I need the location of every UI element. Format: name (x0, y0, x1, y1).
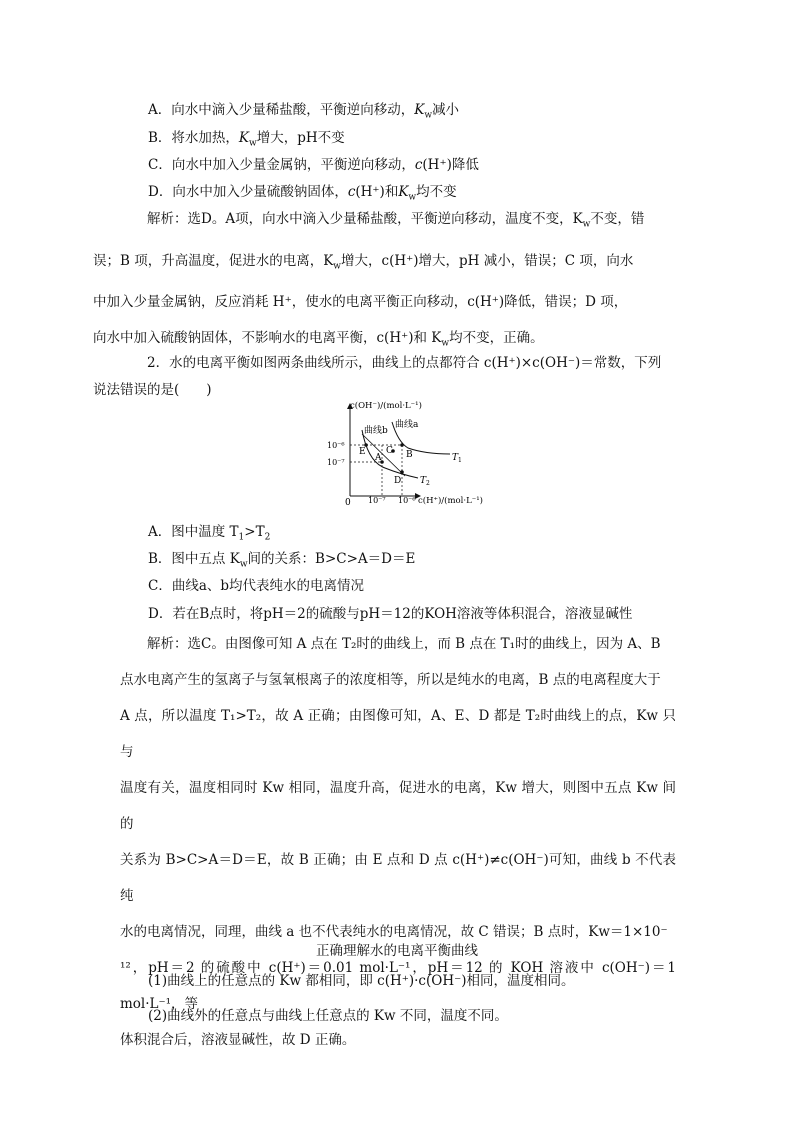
y-tick-label: 10⁻⁶ (327, 441, 345, 450)
q1-option-c: C．向水中加入少量金属钠，平衡逆向移动，c(H⁺)降低 (148, 157, 479, 173)
point-label-a: A (375, 453, 382, 463)
q1-analysis: 解析：选D。A项，向水中滴入少量稀盐酸，平衡逆向移动，温度不变，$K_w$不变，错 误；B 项，升高温度，促进水的电离，$K_w$增大，c(H⁺)增大，pH 减小，错误；C 项，向水 中加入少量金属钠，反应消耗 H⁺，使水的电离平衡正向移动，c(H⁺)降低，错误；D 项， 向水中加入硫酸钠固体，不影响水的电离平衡，c(H⁺)和 $K_w$均不变，正确。 (93, 211, 645, 350)
q2-option-c: C．曲线a、b均代表纯水的电离情况 (148, 578, 365, 594)
point-label-b: B (406, 450, 413, 460)
q2-stem: 2．水的电离平衡如图两条曲线所示，曲线上的点都符合 c(H⁺)×c(OH⁻)＝常数，下列 说法错误的是( ) (93, 355, 662, 398)
q2-analysis: 解析：选C。由图像可知 A 点在 T₂时的曲线上，而 B 点在 T₁时的曲线上，因为 A、B 点水电离产生的氢离子与氢氧根离子的浓度相等，所以是纯水的电离，B 点的电离程度大于 A 点，所以温度 T₁>T₂，故 A 正确；由图像可知，A、E、D 都是 T₂时曲线上的点，Kw 只与 温度有关，温度相同时 Kw 相同，温度升高，促进水的电离，Kw 增大，则图中五点 Kw 间的 关系为 B>C>A＝D＝E，故 B 正确；由 E 点和 D 点 c(H⁺)≠c(OH⁻)可知，曲线 b 不代表纯 水的电离情况，同理，曲线 a 也不代表纯水的电离情况，故 C 错误；B 点时，Kw＝1×10⁻ ¹²，pH＝2 的硫酸中 c(H⁺)＝0.01 mol·L⁻¹，pH＝12 的 KOH 溶液中 c(OH⁻)＝1 mol·L⁻¹，等 体积混合后，溶液显碱性，故 D 正确。 (120, 636, 676, 1048)
point-d (400, 470, 404, 474)
ionization-curve-chart (300, 396, 500, 512)
x-tick-label: 10⁻⁷ (368, 496, 386, 505)
summary-heading: 正确理解水的电离平衡曲线 (316, 943, 478, 959)
q1-option-b: B．将水加热，$K_w$增大，pH不变 (148, 130, 345, 149)
temp-label-t2: $T_2$ (420, 476, 430, 487)
diagonal-line (362, 434, 405, 476)
x-tick-label: 10⁻⁶ (398, 496, 416, 505)
q2-option-a: A．图中温度 $T_1>T_2$ (148, 524, 271, 543)
point-label-c: C (386, 446, 393, 456)
summary-point-2: (2)曲线外的任意点与曲线上任意点的 Kw 不同，温度不同。 (148, 1008, 508, 1024)
x-axis-label: c(H⁺)/(mol·L⁻¹) (418, 496, 483, 506)
y-tick-label: 10⁻⁷ (327, 458, 345, 467)
curve-label-b: 曲线b (364, 426, 388, 436)
point-label-e: E (359, 447, 366, 457)
curve-label-a: 曲线a (395, 420, 419, 430)
q1-option-d: D．向水中加入少量硫酸钠固体，c(H⁺)和$K_w$均不变 (148, 184, 457, 203)
point-b (400, 443, 404, 447)
origin-label: 0 (345, 498, 351, 508)
temp-label-t1: $T_1$ (452, 453, 462, 464)
q2-option-b: B．图中五点 $K_w$间的关系：B>C>A＝D＝E (148, 551, 416, 570)
y-axis-label: c(OH⁻)/(mol·L⁻¹) (350, 401, 422, 411)
q1-option-a: A．向水中滴入少量稀盐酸，平衡逆向移动，$K_w$减小 (148, 102, 460, 121)
q2-option-d: D．若在B点时，将pH＝2的硫酸与pH＝12的KOH溶液等体积混合，溶液显碱性 (148, 606, 633, 622)
point-label-d: D (394, 476, 402, 486)
summary-point-1: (1)曲线上的任意点的 Kw 都相同，即 c(H⁺)·c(OH⁻)相同，温度相同。 (148, 973, 575, 989)
